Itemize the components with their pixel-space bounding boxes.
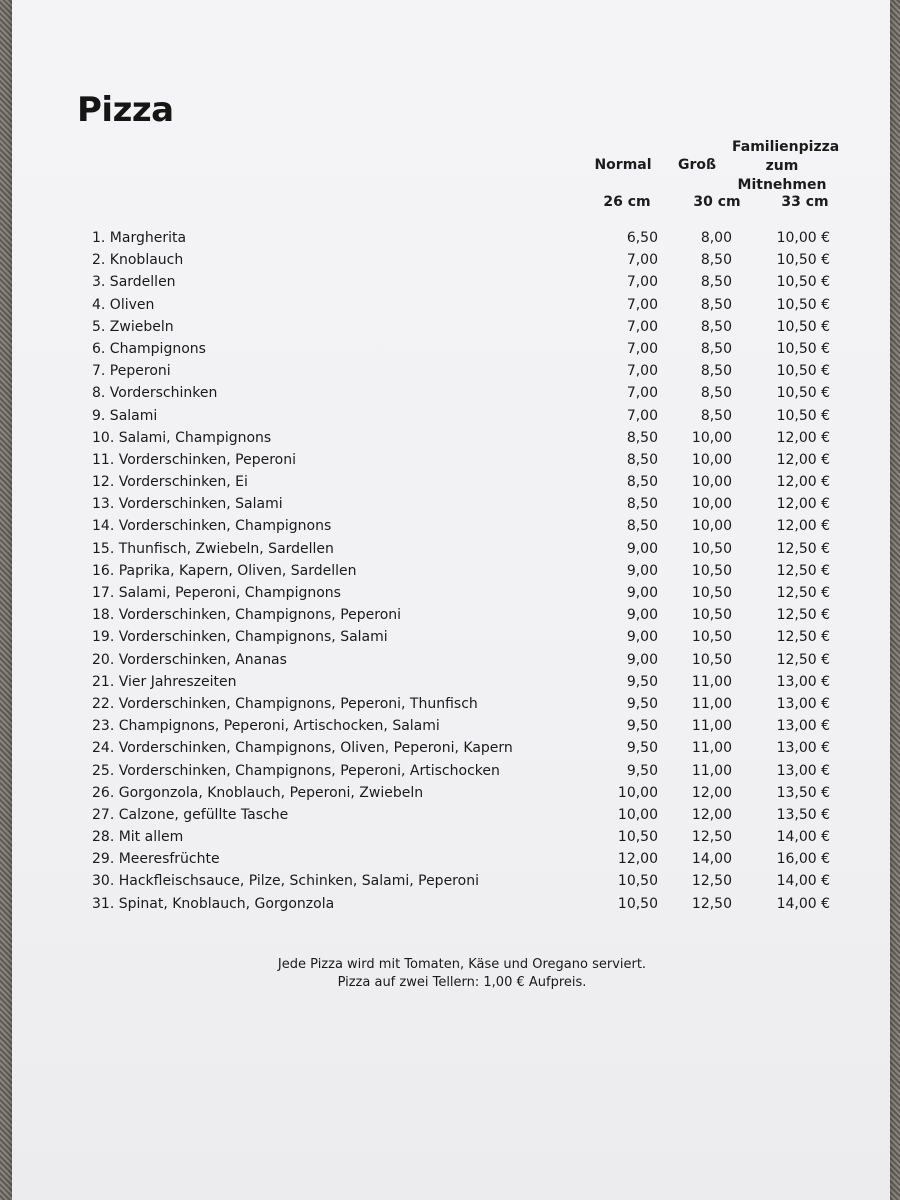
price-normal: 6,50 — [626, 230, 658, 246]
price-normal: 9,50 — [626, 762, 658, 779]
price-gross: 11,00 — [691, 718, 732, 735]
pizza-name: 28. Mit allem — [92, 829, 184, 846]
list-item — [12, 339, 890, 361]
price-family: 10,50 € — [776, 318, 830, 335]
price-normal: 7,00 — [626, 252, 658, 269]
price-family: 13,50 € — [776, 784, 830, 801]
list-item — [12, 694, 890, 716]
price-family: 12,00 € — [776, 451, 830, 468]
column-header-family-line: zum — [765, 158, 799, 174]
price-family: 13,00 € — [776, 762, 830, 779]
pizza-name: 25. Vorderschinken, Champignons, Peperoni, Artischocken — [92, 762, 500, 779]
price-family: 12,00 € — [776, 496, 830, 513]
price-normal: 9,00 — [626, 562, 658, 579]
price-gross: 8,50 — [700, 340, 732, 357]
price-family: 14,00 € — [776, 829, 830, 846]
price-family: 10,50 € — [776, 407, 830, 424]
price-gross: 12,50 — [691, 895, 732, 912]
price-family: 10,00 € — [776, 230, 830, 246]
pizza-name: 1. Margherita — [92, 230, 187, 246]
list-item — [12, 716, 890, 738]
price-normal: 9,50 — [626, 718, 658, 735]
price-normal: 7,00 — [626, 340, 658, 357]
list-item — [12, 428, 890, 450]
pizza-name: 3. Sardellen — [92, 274, 176, 291]
list-item — [12, 583, 890, 605]
price-family: 12,50 € — [776, 585, 830, 601]
size-family: 33 cm — [781, 194, 829, 210]
list-item — [12, 361, 890, 383]
pizza-name: 14. Vorderschinken, Champignons — [92, 518, 332, 535]
pizza-name: 24. Vorderschinken, Champignons, Oliven, Peperoni, Kapern — [92, 740, 513, 757]
price-family: 12,00 € — [776, 518, 830, 535]
price-gross: 10,50 — [691, 562, 732, 579]
list-item — [12, 805, 890, 827]
price-normal: 9,50 — [626, 673, 658, 690]
pizza-name: 19. Vorderschinken, Champignons, Salami — [92, 629, 388, 646]
pizza-name: 15. Thunfisch, Zwiebeln, Sardellen — [92, 540, 334, 557]
column-header-gross: Groß — [677, 157, 717, 173]
list-item — [12, 494, 890, 516]
price-normal: 12,00 — [617, 851, 658, 868]
list-item — [12, 406, 890, 428]
price-gross: 8,50 — [700, 407, 732, 424]
price-family: 14,00 € — [776, 873, 830, 890]
footer-note-toppings: Jede Pizza wird mit Tomaten, Käse und Oregano serviert. — [277, 957, 647, 972]
pizza-list — [12, 228, 890, 916]
price-gross: 12,00 — [691, 806, 732, 823]
footer-note-sharing: Pizza auf zwei Tellern: 1,00 € Aufpreis. — [337, 975, 587, 990]
list-item — [12, 849, 890, 871]
pizza-name: 27. Calzone, gefüllte Tasche — [92, 806, 289, 823]
price-family: 10,50 € — [776, 274, 830, 291]
price-gross: 8,50 — [700, 252, 732, 269]
pizza-name: 16. Paprika, Kapern, Oliven, Sardellen — [92, 562, 357, 579]
list-item — [12, 250, 890, 272]
list-item — [12, 295, 890, 317]
price-family: 13,00 € — [776, 740, 830, 757]
price-family: 14,00 € — [776, 895, 830, 912]
list-item — [12, 827, 890, 849]
list-item — [12, 272, 890, 294]
price-normal: 10,50 — [617, 873, 658, 890]
pizza-name: 23. Champignons, Peperoni, Artischocken, Salami — [92, 718, 440, 735]
pizza-name: 6. Champignons — [92, 340, 206, 357]
menu-page — [12, 0, 890, 1200]
column-header-normal: Normal — [594, 157, 652, 173]
price-family: 10,50 € — [776, 296, 830, 313]
price-family: 12,50 € — [776, 607, 830, 624]
price-gross: 10,50 — [691, 629, 732, 646]
price-normal: 7,00 — [626, 407, 658, 424]
pizza-name: 5. Zwiebeln — [92, 318, 174, 335]
price-normal: 10,00 — [617, 784, 658, 801]
price-normal: 9,00 — [626, 540, 658, 557]
list-item — [12, 383, 890, 405]
price-family: 12,50 € — [776, 651, 830, 668]
price-gross: 10,00 — [691, 518, 732, 535]
size-normal: 26 cm — [603, 194, 651, 210]
pizza-name: 12. Vorderschinken, Ei — [92, 474, 248, 491]
list-item — [12, 894, 890, 916]
list-item — [12, 783, 890, 805]
price-normal: 7,00 — [626, 296, 658, 313]
price-family: 12,50 € — [776, 629, 830, 646]
list-item — [12, 738, 890, 760]
price-normal: 8,50 — [626, 518, 658, 535]
price-gross: 12,50 — [691, 873, 732, 890]
pizza-name: 8. Vorderschinken — [92, 385, 218, 402]
price-gross: 10,50 — [691, 585, 732, 601]
pizza-name: 13. Vorderschinken, Salami — [92, 496, 283, 513]
price-normal: 9,50 — [626, 695, 658, 712]
price-gross: 10,50 — [691, 651, 732, 668]
list-item — [12, 605, 890, 627]
price-family: 10,50 € — [776, 385, 830, 402]
column-header-family — [732, 138, 840, 195]
list-item — [12, 317, 890, 339]
list-item — [12, 761, 890, 783]
menu-footer — [162, 956, 762, 992]
list-item — [12, 450, 890, 472]
price-normal: 10,50 — [617, 895, 658, 912]
pizza-name: 29. Meeresfrüchte — [92, 851, 220, 868]
price-gross: 8,50 — [700, 363, 732, 380]
price-gross: 12,50 — [691, 829, 732, 846]
price-normal: 8,50 — [626, 451, 658, 468]
price-gross: 8,50 — [700, 318, 732, 335]
list-item — [12, 228, 890, 250]
price-gross: 10,00 — [691, 429, 732, 446]
price-normal: 10,50 — [617, 829, 658, 846]
pizza-name: 7. Peperoni — [92, 363, 171, 380]
price-gross: 10,00 — [691, 496, 732, 513]
pizza-name: 17. Salami, Peperoni, Champignons — [92, 585, 341, 601]
price-family: 13,00 € — [776, 695, 830, 712]
price-gross: 12,00 — [691, 784, 732, 801]
price-normal: 9,50 — [626, 740, 658, 757]
price-gross: 10,50 — [691, 607, 732, 624]
price-gross: 10,00 — [691, 451, 732, 468]
list-item — [12, 627, 890, 649]
price-gross: 10,50 — [691, 540, 732, 557]
page-title: Pizza — [77, 90, 174, 130]
price-gross: 14,00 — [691, 851, 732, 868]
price-normal: 7,00 — [626, 385, 658, 402]
price-family: 10,50 € — [776, 340, 830, 357]
price-normal: 9,00 — [626, 585, 658, 601]
list-item — [12, 871, 890, 893]
price-family: 12,50 € — [776, 540, 830, 557]
price-family: 10,50 € — [776, 252, 830, 269]
price-gross: 10,00 — [691, 474, 732, 491]
pizza-name: 30. Hackfleischsauce, Pilze, Schinken, Salami, Peperoni — [92, 873, 479, 890]
column-header-family-line: Mitnehmen — [737, 177, 827, 193]
price-normal: 9,00 — [626, 629, 658, 646]
price-normal: 10,00 — [617, 806, 658, 823]
list-item — [12, 672, 890, 694]
price-family: 12,50 € — [776, 562, 830, 579]
pizza-name: 11. Vorderschinken, Peperoni — [92, 451, 296, 468]
price-gross: 11,00 — [691, 695, 732, 712]
list-item — [12, 516, 890, 538]
price-family: 12,00 € — [776, 474, 830, 491]
price-normal: 7,00 — [626, 363, 658, 380]
list-item — [12, 539, 890, 561]
price-normal: 8,50 — [626, 474, 658, 491]
price-normal: 8,50 — [626, 429, 658, 446]
pizza-name: 21. Vier Jahreszeiten — [92, 673, 237, 690]
price-gross: 11,00 — [691, 740, 732, 757]
price-normal: 7,00 — [626, 318, 658, 335]
price-gross: 11,00 — [691, 673, 732, 690]
price-family: 10,50 € — [776, 363, 830, 380]
price-family: 16,00 € — [776, 851, 830, 868]
pizza-name: 26. Gorgonzola, Knoblauch, Peperoni, Zwiebeln — [92, 784, 424, 801]
price-gross: 8,50 — [700, 274, 732, 291]
price-family: 13,50 € — [776, 806, 830, 823]
size-gross: 30 cm — [693, 194, 741, 210]
list-item — [12, 472, 890, 494]
pizza-name: 31. Spinat, Knoblauch, Gorgonzola — [92, 895, 335, 912]
pizza-name: 10. Salami, Champignons — [92, 429, 272, 446]
price-gross: 8,00 — [700, 230, 732, 246]
pizza-name: 4. Oliven — [92, 296, 155, 313]
price-normal: 8,50 — [626, 496, 658, 513]
column-header-family-line: Familienpizza — [732, 139, 840, 155]
price-normal: 9,00 — [626, 607, 658, 624]
price-family: 13,00 € — [776, 673, 830, 690]
price-gross: 11,00 — [691, 762, 732, 779]
pizza-name: 2. Knoblauch — [92, 252, 184, 269]
price-family: 13,00 € — [776, 718, 830, 735]
pizza-name: 20. Vorderschinken, Ananas — [92, 651, 287, 668]
price-gross: 8,50 — [700, 385, 732, 402]
price-normal: 7,00 — [626, 274, 658, 291]
price-gross: 8,50 — [700, 296, 732, 313]
pizza-name: 18. Vorderschinken, Champignons, Peperoni — [92, 607, 402, 624]
list-item — [12, 561, 890, 583]
price-family: 12,00 € — [776, 429, 830, 446]
list-item — [12, 650, 890, 672]
pizza-name: 22. Vorderschinken, Champignons, Peperoni, Thunfisch — [92, 695, 478, 712]
pizza-name: 9. Salami — [92, 407, 158, 424]
price-normal: 9,00 — [626, 651, 658, 668]
